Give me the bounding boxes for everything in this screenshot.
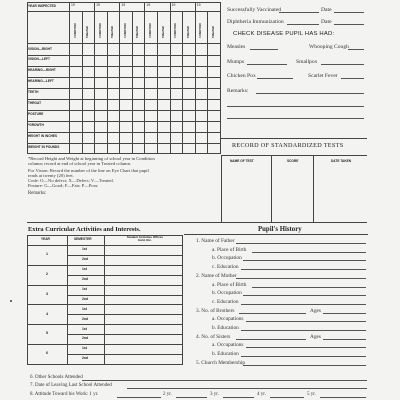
- semester-cell: 2nd: [82, 356, 89, 361]
- history-fill-line: [241, 269, 366, 270]
- grid-column-label: TREATED: [86, 25, 90, 38]
- grid-hline: [27, 55, 221, 56]
- grid-hline: [27, 99, 221, 100]
- semester-cell: 2nd: [82, 296, 89, 301]
- attitude-year-label: 2 yr.: [163, 392, 172, 397]
- grid-hline: [27, 121, 221, 122]
- tests-title: RECORD OF STANDARDIZED TESTS: [232, 142, 344, 149]
- history-item-label: 2. Name of Mother: [196, 272, 237, 279]
- semester-cell: 1st: [82, 346, 87, 351]
- grid-column-label: TREATED: [161, 25, 165, 38]
- extra-header-activities: Student Activities Offices Held, Etc.: [126, 235, 164, 243]
- vaccinated-date-label: Date: [321, 7, 332, 13]
- history-item-label: 1. Name of Father: [196, 238, 235, 244]
- year-divider: [27, 344, 183, 345]
- year-cell: 3: [46, 291, 48, 296]
- semester-divider: [67, 314, 183, 315]
- semester-cell: 1st: [82, 326, 87, 331]
- grid-hline: [27, 132, 221, 133]
- grid-row-label: THROAT: [28, 101, 42, 106]
- grid-column-label: CONDITION: [98, 23, 102, 38]
- grid-hline: [27, 110, 221, 111]
- tests-header-score: SCORE: [287, 159, 299, 163]
- smallpox-label: Smallpox: [296, 59, 318, 65]
- grid-note-line: Code: O—No defect; X—Defect; V—Treated.: [28, 178, 114, 184]
- semester-cell: 2nd: [82, 316, 89, 321]
- ages-label: Ages: [310, 333, 321, 340]
- standardized-tests: [221, 138, 367, 222]
- history-fill-line: [236, 243, 366, 244]
- grid-vline: [207, 11, 208, 154]
- attitude-year-label: 4 yr.: [257, 392, 266, 397]
- extracurricular-section: [27, 222, 183, 366]
- year-divider: [27, 265, 183, 266]
- semester-cell: 1st: [82, 247, 87, 252]
- history-fill-line: [236, 278, 366, 279]
- history-fill-line: [243, 295, 366, 296]
- attitude-fill-line: [320, 397, 366, 398]
- date-leaving-label: 7. Date of Leaving Last School Attended: [30, 383, 112, 388]
- grid-column-label: TREATED: [211, 25, 215, 38]
- grid-row-label: *GROWTH: [28, 123, 44, 128]
- extra-header-semester: SEMESTER: [74, 237, 92, 241]
- grid-remarks-label: Remarks:: [28, 191, 47, 196]
- history-item-label: 5. Church Membership: [196, 359, 245, 366]
- grid-hline: [27, 143, 221, 144]
- history-title: Pupil's History: [258, 226, 302, 233]
- disease-remarks-label: Remarks:: [227, 88, 249, 94]
- measles-label: Measles: [227, 44, 246, 50]
- grid-row-label: POSTURE: [28, 112, 44, 117]
- history-item-label: c. Education: [212, 298, 239, 305]
- tests-header-name: NAME OF TEST: [230, 159, 254, 163]
- history-item-label: b. Occupation: [212, 255, 242, 262]
- ages-label: Ages: [310, 307, 321, 314]
- grid-row-label: WEIGHT IN POUNDS: [28, 145, 60, 150]
- bottom-section: [27, 372, 373, 400]
- grid-note-line: For Vision: Record the number of the line on Eye Chart that pupil: [28, 167, 149, 173]
- disease-section: [223, 2, 367, 132]
- grid-vline: [107, 11, 108, 154]
- year-cell: 4: [46, 311, 48, 316]
- year-prefix: 19: [71, 3, 75, 7]
- history-fill-line: [323, 339, 366, 340]
- year-prefix: 19: [121, 3, 126, 7]
- year-inspected-label: YEAR INSPECTED: [28, 4, 56, 8]
- history-item-label: b. Education: [212, 325, 239, 331]
- grid-column-label: CONDITION: [73, 23, 77, 38]
- history-item-label: a. Occupations: [212, 342, 244, 349]
- grid-row-label: TEETH: [28, 90, 39, 95]
- grid-vline: [182, 11, 183, 154]
- scarlet-fever-label: Scarlet Fever: [308, 73, 338, 79]
- grid-column-label: CONDITION: [174, 23, 178, 38]
- grid-column-label: CONDITION: [123, 23, 127, 38]
- history-fill-line: [241, 356, 366, 357]
- history-item-label: c. Education: [212, 264, 239, 271]
- history-fill-line: [239, 313, 307, 314]
- grid-vline: [82, 11, 83, 154]
- semester-cell: 1st: [82, 306, 87, 311]
- grid-row-label: VISION—LEFT: [28, 57, 50, 62]
- mumps-label: Mumps: [227, 59, 245, 65]
- year-divider: [27, 324, 183, 325]
- year-prefix: 19: [146, 3, 151, 7]
- attitude-fill-line: [176, 397, 207, 398]
- history-item-label: 3. No. of Brothers: [196, 307, 235, 314]
- history-item-label: b. Education: [212, 351, 239, 358]
- history-fill-line: [252, 252, 366, 253]
- year-divider: [27, 285, 183, 286]
- grid-vline: [157, 11, 158, 154]
- history-fill-line: [236, 339, 306, 340]
- diphtheria-date-label: Date: [321, 19, 332, 25]
- year-cell: 6: [46, 351, 48, 356]
- semester-cell: 1st: [82, 267, 87, 272]
- grid-vline: [132, 11, 133, 154]
- diphtheria-label: Diphtheria Immunization: [227, 19, 284, 25]
- year-prefix: 19: [171, 3, 176, 7]
- grid-note-line: reads at twenty (20) feet.: [28, 172, 74, 178]
- disease-title: CHECK DISEASE PUPIL HAS HAD:: [233, 31, 335, 37]
- history-fill-line: [241, 330, 366, 331]
- grid-column-label: TREATED: [186, 25, 190, 38]
- year-cell: 5: [46, 331, 48, 336]
- semester-cell: 1st: [82, 286, 87, 291]
- grid-column-label: CONDITION: [199, 23, 203, 38]
- history-item-label: a. Place of Birth: [212, 246, 247, 253]
- grid-column-label: TREATED: [136, 25, 140, 38]
- grid-notes: [28, 156, 222, 196]
- semester-divider: [67, 295, 183, 296]
- extra-header-year: YEAR: [41, 237, 50, 241]
- history-item-label: a. Occupations: [212, 316, 244, 323]
- history-item-label: 4. No. of Sisters: [196, 333, 231, 340]
- attitude-label: 8. Attitude Toward his Work: 1 yr.: [30, 392, 99, 397]
- attitude-year-label: 3 yr.: [210, 392, 219, 397]
- semester-divider: [67, 334, 183, 335]
- year-cell: 1: [46, 252, 48, 257]
- semester-cell: 2nd: [82, 257, 89, 262]
- history-fill-line: [246, 321, 367, 322]
- vaccinated-label: Successfully Vaccinated: [227, 7, 282, 13]
- grid-row-label: HEARING—RIGHT: [28, 68, 56, 73]
- grid-hline: [27, 77, 221, 78]
- history-fill-line: [243, 260, 366, 261]
- history-fill-line: [243, 365, 366, 366]
- attitude-fill-line: [223, 397, 254, 398]
- grid-column-label: TREATED: [111, 25, 115, 38]
- year-prefix: 19: [96, 3, 100, 7]
- tests-header-date: DATE TAKEN: [331, 159, 352, 163]
- history-item-label: a. Place of Birth: [212, 281, 247, 288]
- history-fill-line: [252, 287, 366, 288]
- attitude-fill-line: [117, 397, 161, 398]
- grid-note-line: Posture: G—Good; F—Fair; P—Poor.: [28, 183, 99, 189]
- other-schools-label: 6. Other Schools Attended: [30, 375, 83, 380]
- grid-row-label: VISION—RIGHT: [28, 46, 52, 51]
- attitude-fill-line: [270, 397, 304, 398]
- semester-cell: 2nd: [82, 277, 89, 281]
- history-fill-line: [323, 313, 366, 314]
- history-fill-line: [246, 347, 367, 348]
- grid-hline: [27, 88, 221, 89]
- year-prefix: 19: [196, 3, 201, 7]
- extracurricular-title: Extra Curricular Activities and Interests.: [28, 226, 141, 233]
- year-divider: [27, 304, 183, 305]
- semester-divider: [67, 354, 183, 355]
- grid-hline: [27, 66, 221, 67]
- grid-column-label: CONDITION: [148, 23, 152, 38]
- pupil-history: [190, 222, 368, 368]
- margin-mark: [10, 300, 12, 302]
- grid-note-line: column; record at end of school year in Treated column.: [28, 161, 132, 167]
- year-cell: 2: [46, 271, 48, 276]
- history-item-label: b. Occupation: [212, 290, 242, 297]
- attitude-year-label: 5 yr.: [307, 392, 316, 397]
- semester-cell: 2nd: [82, 336, 89, 341]
- history-fill-line: [241, 304, 366, 305]
- semester-divider: [67, 255, 183, 256]
- grid-row-label: HEIGHT IN INCHES: [28, 134, 58, 139]
- semester-divider: [67, 275, 183, 276]
- health-grid: [27, 2, 221, 154]
- grid-note-line: *Record Height and Weight at beginning of school year in Condition: [28, 156, 155, 161]
- whooping-cough-label: Whooping Cough: [309, 44, 349, 50]
- chicken-pox-label: Chicken Pox: [227, 73, 256, 79]
- grid-row-label: HEARING—LEFT: [28, 79, 54, 84]
